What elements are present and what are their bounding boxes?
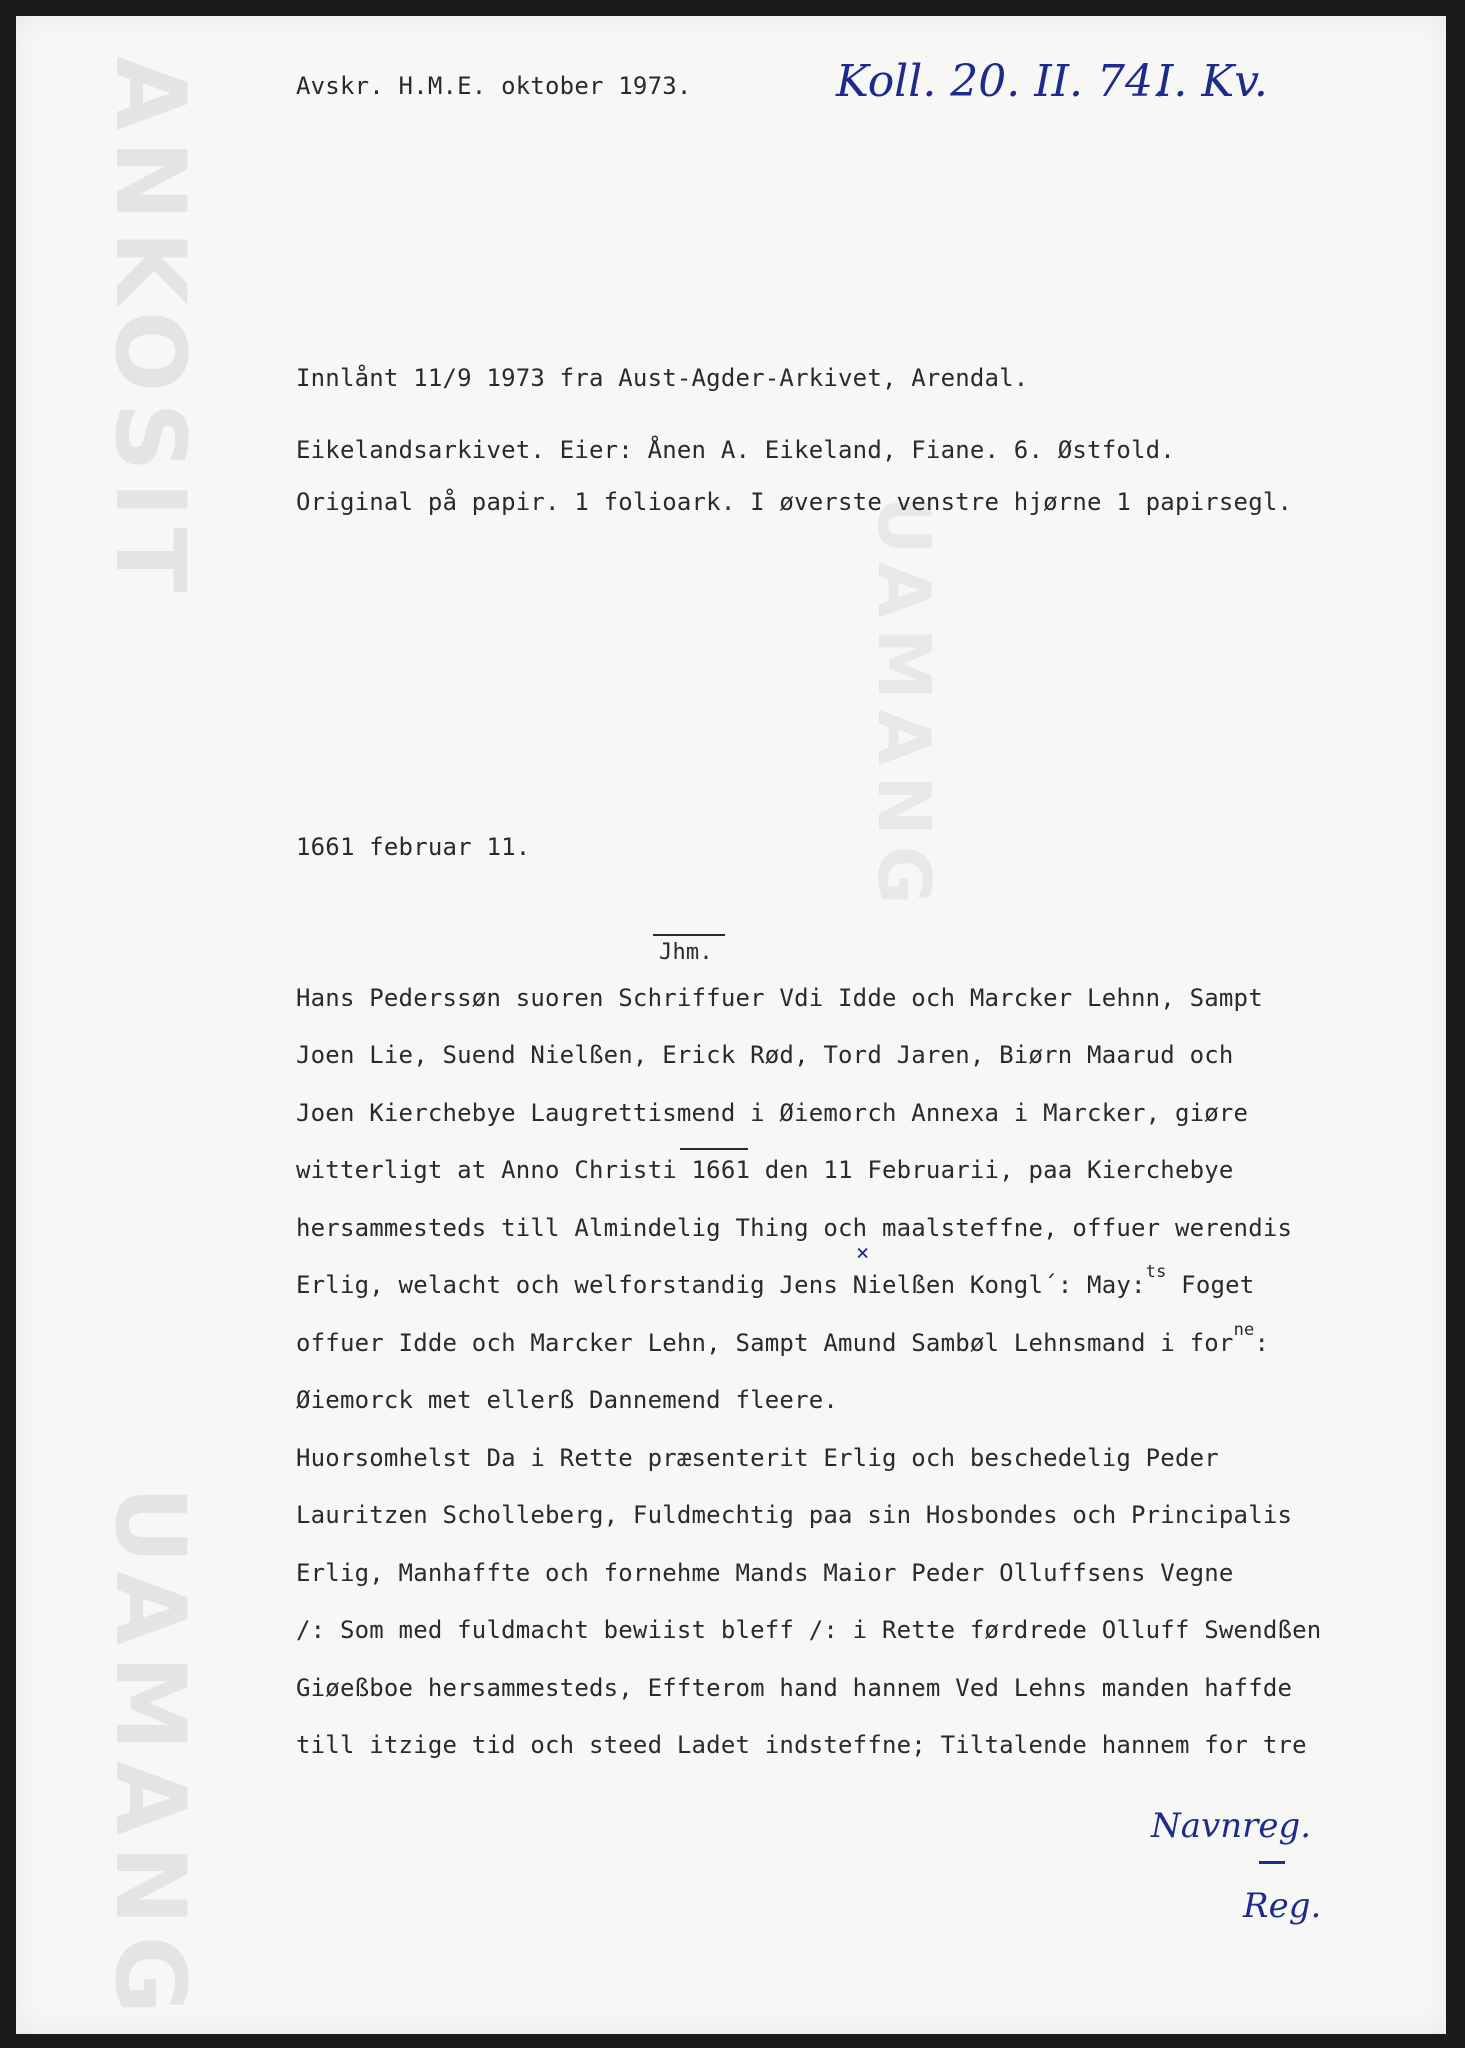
text-line: witterligt at Anno Christi 1661 den 11 Februarii, paa Kierchebye: [296, 1156, 1234, 1184]
text-line: /: Som med fuldmacht bewiist bleff /: i Rette førdrede Olluff Swendßen: [296, 1616, 1322, 1644]
margin-note-register: Reg.: [1243, 1886, 1322, 1926]
superscript: ts: [1145, 1262, 1167, 1282]
text-line: Joen Lie, Suend Nielßen, Erick Rød, Tord Jaren, Biørn Maarud och: [296, 1041, 1234, 1069]
text-line: Joen Kierchebye Laugrettismend i Øiemorch Annexa i Marcker, giøre: [296, 1099, 1249, 1127]
text-line: Øiemorck met ellerß Dannemend fleere.: [296, 1386, 839, 1414]
text-segment: Erlig, welacht och welforstandig Jens Nielßen Kongl´: May:: [296, 1271, 1146, 1299]
insert-jhm: Jhm.: [659, 940, 713, 965]
document-date: 1661 februar 11.: [296, 833, 531, 861]
original-info: Original på papir. 1 folioark. I øverste venstre hjørne 1 papirsegl.: [296, 488, 1293, 516]
text-line: [296, 1320, 1270, 1357]
text-line: [296, 1262, 1255, 1299]
margin-note-name-register: Navnreg.: [1151, 1806, 1312, 1846]
watermark-text: ANKOSIT: [94, 56, 206, 603]
archive-info: Eikelandsarkivet. Eier: Ånen A. Eikeland, Fiane. 6. Østfold.: [296, 436, 1175, 464]
superscript: ne: [1233, 1320, 1255, 1340]
text-line: Lauritzen Scholleberg, Fuldmechtig paa sin Hosbondes och Principalis: [296, 1501, 1293, 1529]
text-line: till itzige tid och steed Ladet indsteffne; Tiltalende hannem for tre: [296, 1731, 1307, 1759]
insert-overline: [653, 934, 725, 936]
loan-info: Innlånt 11/9 1973 fra Aust-Agder-Arkivet, Arendal.: [296, 364, 1029, 392]
text-segment: offuer Idde och Marcker Lehn, Sampt Amund Sambøl Lehnsmand i for: [296, 1329, 1234, 1357]
text-line: Huorsomhelst Da i Rette præsenterit Erlig och beschedelig Peder: [296, 1444, 1219, 1472]
handwritten-kv-note: I. Kv.: [1156, 56, 1268, 107]
margin-dash: [1259, 1861, 1285, 1864]
year-overline: [680, 1148, 748, 1150]
text-line: hersammesteds till Almindelig Thing och maalsteffne, offuer werendis: [296, 1214, 1293, 1242]
text-line: Hans Pederssøn suoren Schriffuer Vdi Idde och Marcker Lehnn, Sampt: [296, 984, 1263, 1012]
text-segment: :: [1254, 1329, 1270, 1357]
watermark-text: UAMANG: [862, 496, 946, 915]
text-line: Erlig, Manhaffte och fornehme Mands Maior Peder Olluffsens Vegne: [296, 1559, 1234, 1587]
text-line: Giøeßboe hersammesteds, Effterom hand hannem Ved Lehns manden haffde: [296, 1674, 1293, 1702]
text-segment: Foget: [1166, 1271, 1255, 1299]
transcription-note: Avskr. H.M.E. oktober 1973.: [296, 72, 692, 100]
watermark-text: UAMANG: [94, 1486, 206, 2025]
insertion-mark: ×: [856, 1241, 870, 1266]
document-page: [16, 16, 1446, 2034]
handwritten-collation-note: Koll. 20. II. 74.: [836, 56, 1167, 107]
